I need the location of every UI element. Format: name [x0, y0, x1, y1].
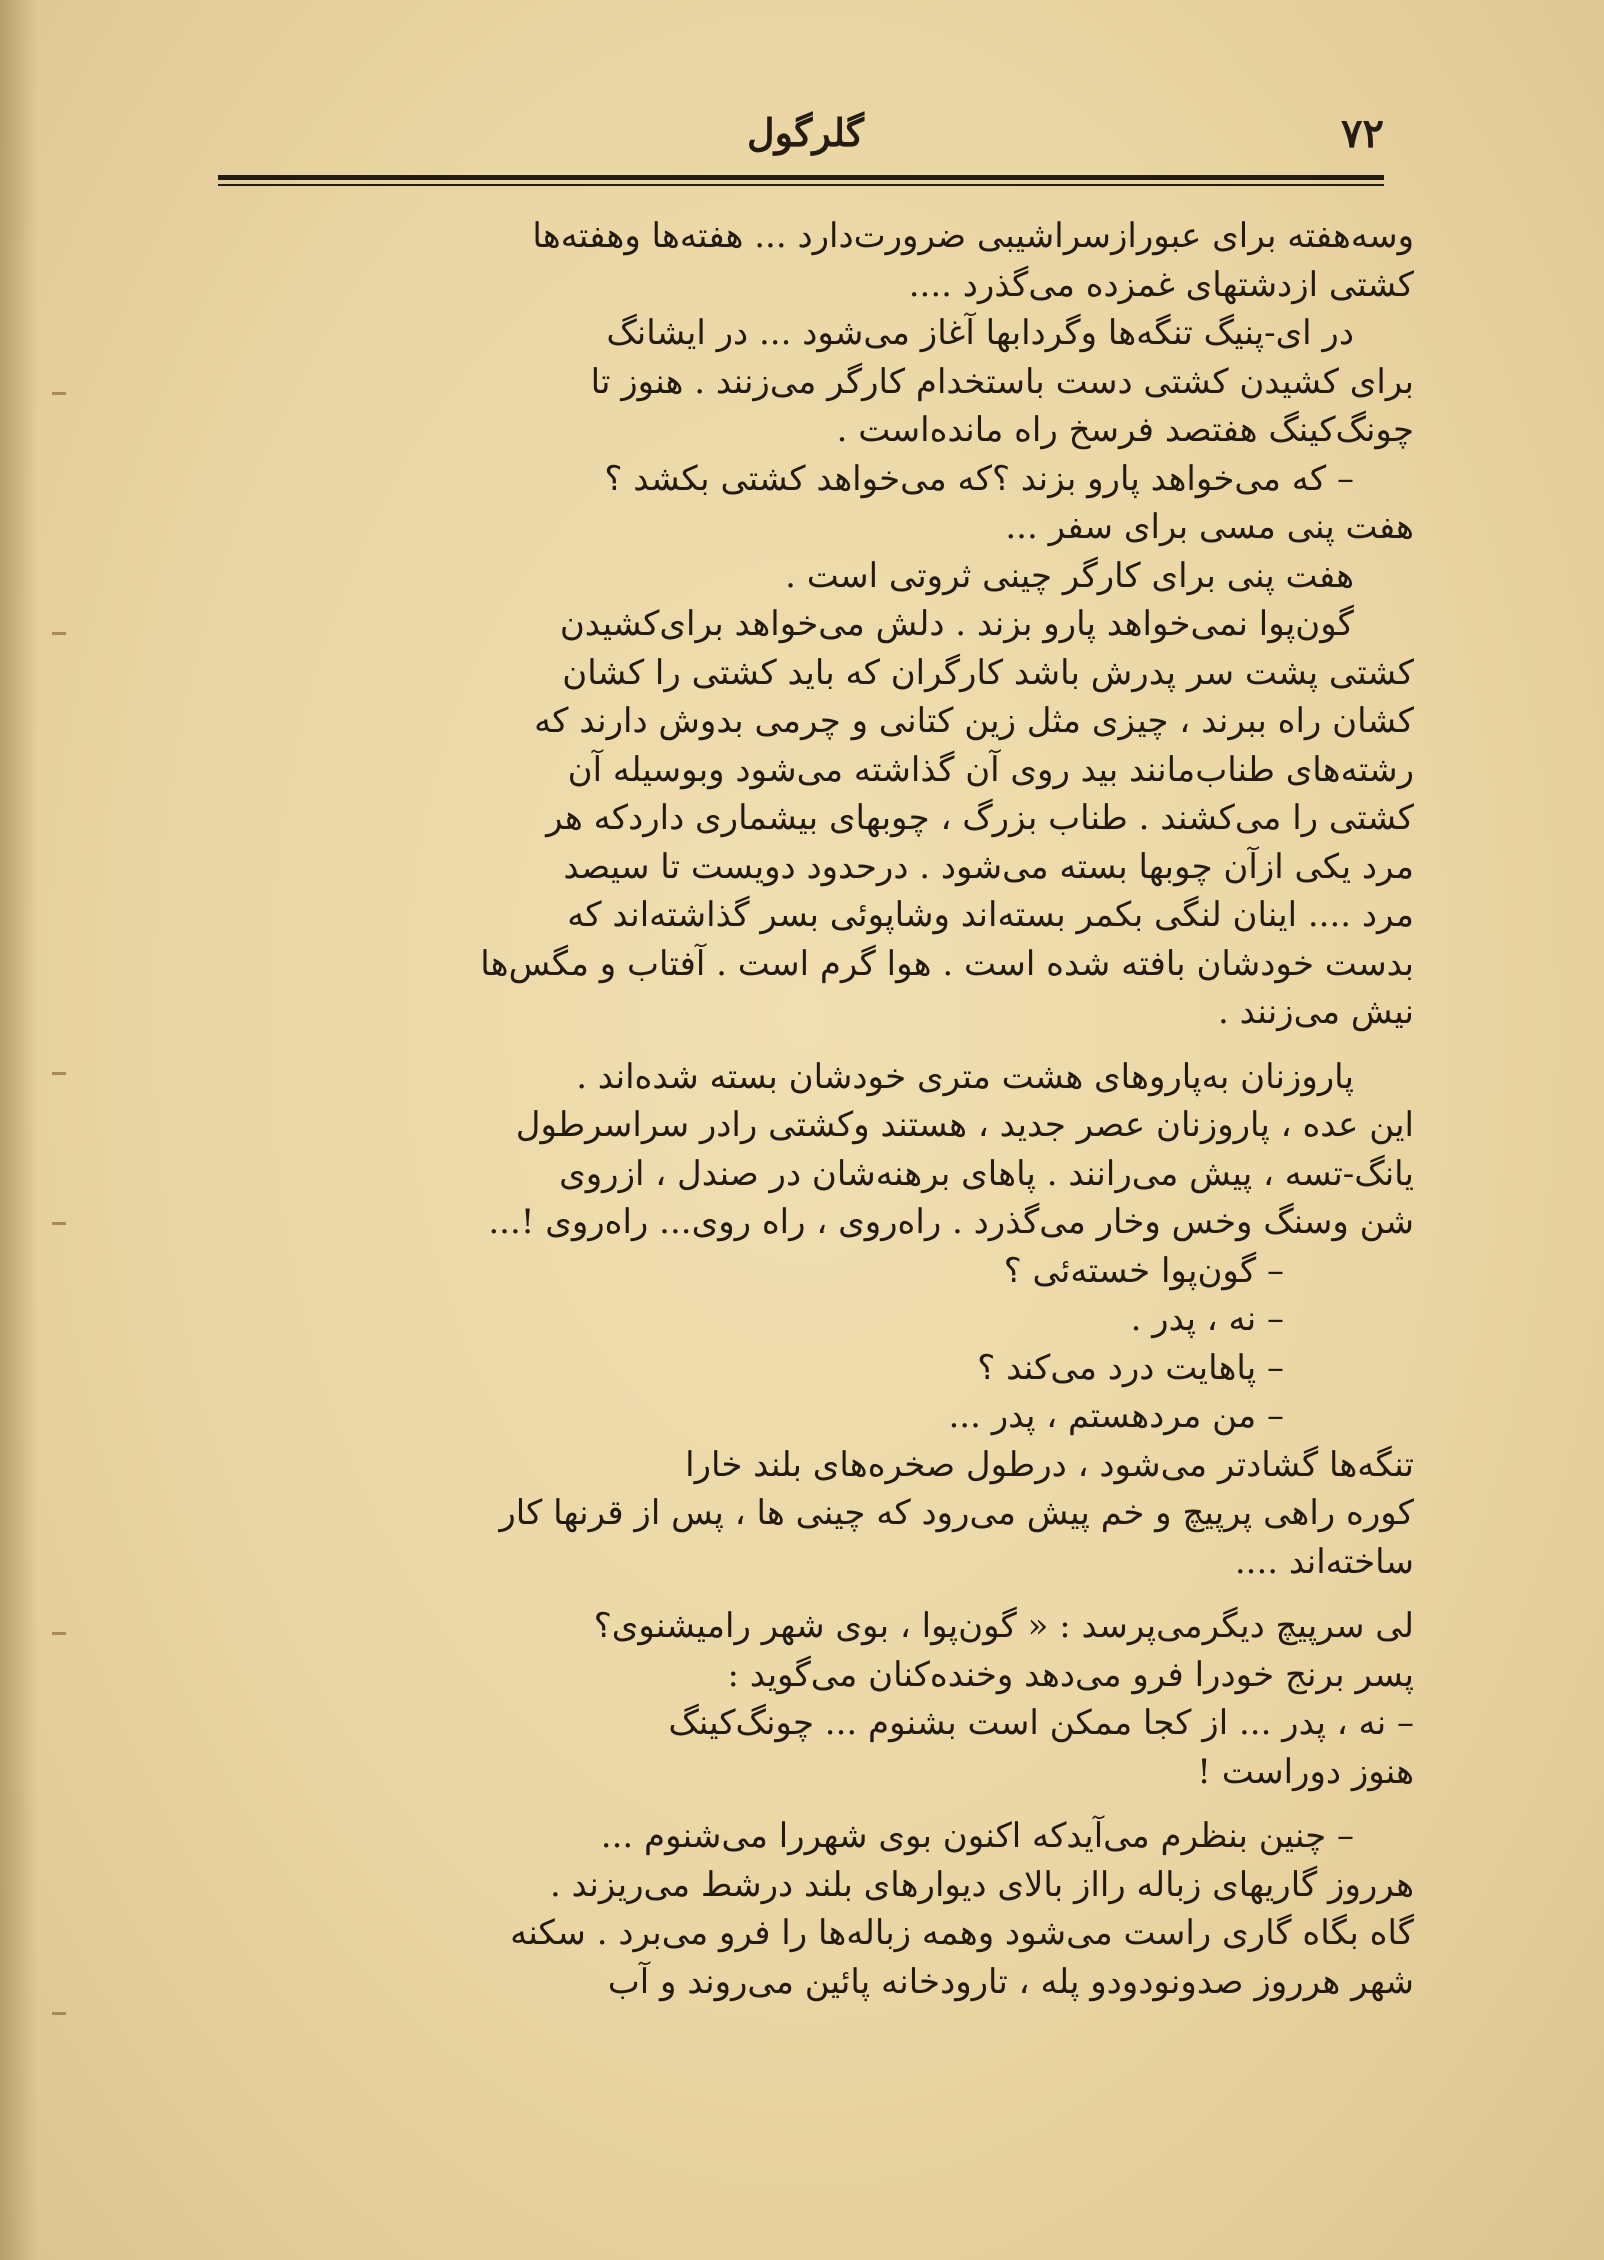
dialogue-line: – پاهایت درد می‌کند ؟: [977, 1347, 1284, 1388]
dialogue-line: – من مردهستم ، پدر ...: [948, 1396, 1284, 1436]
paragraph-gap: [218, 1796, 1414, 1812]
text-line: کشان راه ببرند ، چیزی مثل زین کتانی و چرمی بدوش دارند که: [534, 701, 1414, 741]
running-title: گلرگول: [747, 110, 864, 155]
text-line: برای کشیدن کشتی دست باستخدام کارگر می‌زنند . هنوز تا: [590, 361, 1414, 402]
text-line: این عده ، پاروزنان عصر جدید ، هستند وکشتی رادر سراسرطول: [515, 1105, 1414, 1145]
text-line: – که می‌خواهد پارو بزند ؟که می‌خواهد کشتی بکشد ؟: [604, 458, 1354, 499]
text-line: کشتی را می‌کشند . طناب بزرگ ، چوبهای بیشماری داردکه هر: [546, 798, 1414, 838]
text-line: ساخته‌اند ....: [1234, 1541, 1414, 1582]
body-text: [218, 212, 1414, 2006]
text-line: گاه بگاه گاری راست می‌شود وهمه زباله‌ها را فرو می‌برد . سکنه: [510, 1913, 1414, 1953]
text-line: گون‌پوا نمی‌خواهد پارو بزند . دلش می‌خواهد برای‌کشیدن: [559, 604, 1354, 644]
paragraph-gap: [218, 1586, 1414, 1602]
text-line: هفت پنی برای کارگر چینی ثروتی است .: [785, 555, 1354, 596]
text-line: تنگه‌ها گشادتر می‌شود ، درطول صخره‌های بلند خارا: [685, 1444, 1414, 1485]
text-line: مرد یکی ازآن چوبها بسته می‌شود . درحدود دویست تا سیصد: [563, 846, 1414, 887]
margin-mark: [52, 1222, 66, 1225]
text-line: مرد .... اینان لنگی بکمر بسته‌اند وشاپوئی بسر گذاشته‌اند که: [567, 895, 1414, 935]
text-line: کشتی ازدشتهای غمزده می‌گذرد ....: [908, 264, 1414, 305]
text-line: وسه‌هفته برای عبورازسراشیبی ضرورت‌دارد ... هفته‌ها وهفته‌ها: [532, 216, 1414, 256]
text-line: نیش می‌زنند .: [1217, 992, 1414, 1032]
text-line: چونگ‌کینگ هفتصد فرسخ راه مانده‌است .: [836, 410, 1414, 450]
margin-mark: [52, 632, 66, 635]
text-line: شهر هرروز صدونودودو پله ، تارودخانه پائین می‌روند و آب: [607, 1961, 1414, 2002]
margin-mark: [52, 1632, 66, 1635]
text-line: – نه ، پدر ... از کجا ممکن است بشنوم ... چونگ‌کینگ: [668, 1703, 1414, 1743]
text-line: بدست خودشان بافته شده است . هوا گرم است . آفتاب و مگس‌ها: [480, 943, 1414, 984]
page-header: [218, 110, 1384, 180]
page-edge-shadow: [0, 0, 38, 2260]
text-line: شن وسنگ وخس وخار می‌گذرد . راه‌روی ، راه روی... راه‌روی !...: [488, 1202, 1414, 1242]
header-rule: [218, 175, 1384, 180]
margin-mark: [52, 2012, 66, 2015]
text-line: رشته‌های طناب‌مانند بید روی آن گذاشته می‌شود وبوسیله آن: [567, 749, 1414, 790]
text-line: پاروزنان به‌پاروهای هشت متری خودشان بسته شده‌اند .: [576, 1056, 1354, 1097]
text-line: پسر برنج خودرا فرو می‌دهد وخنده‌کنان می‌گوید :: [727, 1654, 1414, 1695]
text-line: لی سرپیچ دیگرمی‌پرسد : « گون‌پوا ، بوی شهر رامیشنوی؟: [593, 1606, 1414, 1646]
text-line: کوره راهی پرپیچ و خم پیش می‌رود که چینی ها ، پس از قرنها کار: [499, 1493, 1414, 1533]
dialogue-line: – نه ، پدر .: [1130, 1299, 1284, 1339]
text-line: یانگ-تسه ، پیش می‌رانند . پاهای برهنه‌شان در صندل ، ازروی: [559, 1153, 1414, 1194]
margin-mark: [52, 1072, 66, 1075]
text-line: کشتی پشت سر پدرش باشد کارگران که باید کشتی را کشان: [562, 652, 1414, 693]
page-number: ۷۲: [1341, 110, 1384, 157]
header-rule-thin: [218, 184, 1384, 186]
margin-mark: [52, 392, 66, 395]
text-line: – چنین بنظرم می‌آیدکه اکنون بوی شهررا می‌شنوم ...: [600, 1816, 1354, 1856]
text-line: هفت پنی مسی برای سفر ...: [1005, 507, 1414, 547]
text-line: در ای-پنیگ تنگه‌ها وگردابها آغاز می‌شود ... در ایشانگ: [606, 313, 1354, 353]
text-line: هرروز گاریهای زباله رااز بالای دیوارهای بلند درشط می‌ریزند .: [549, 1864, 1414, 1905]
dialogue-line: – گون‌پوا خسته‌ئی ؟: [1003, 1250, 1284, 1291]
paragraph-gap: [218, 1037, 1414, 1053]
text-line: هنوز دوراست !: [1197, 1751, 1414, 1792]
